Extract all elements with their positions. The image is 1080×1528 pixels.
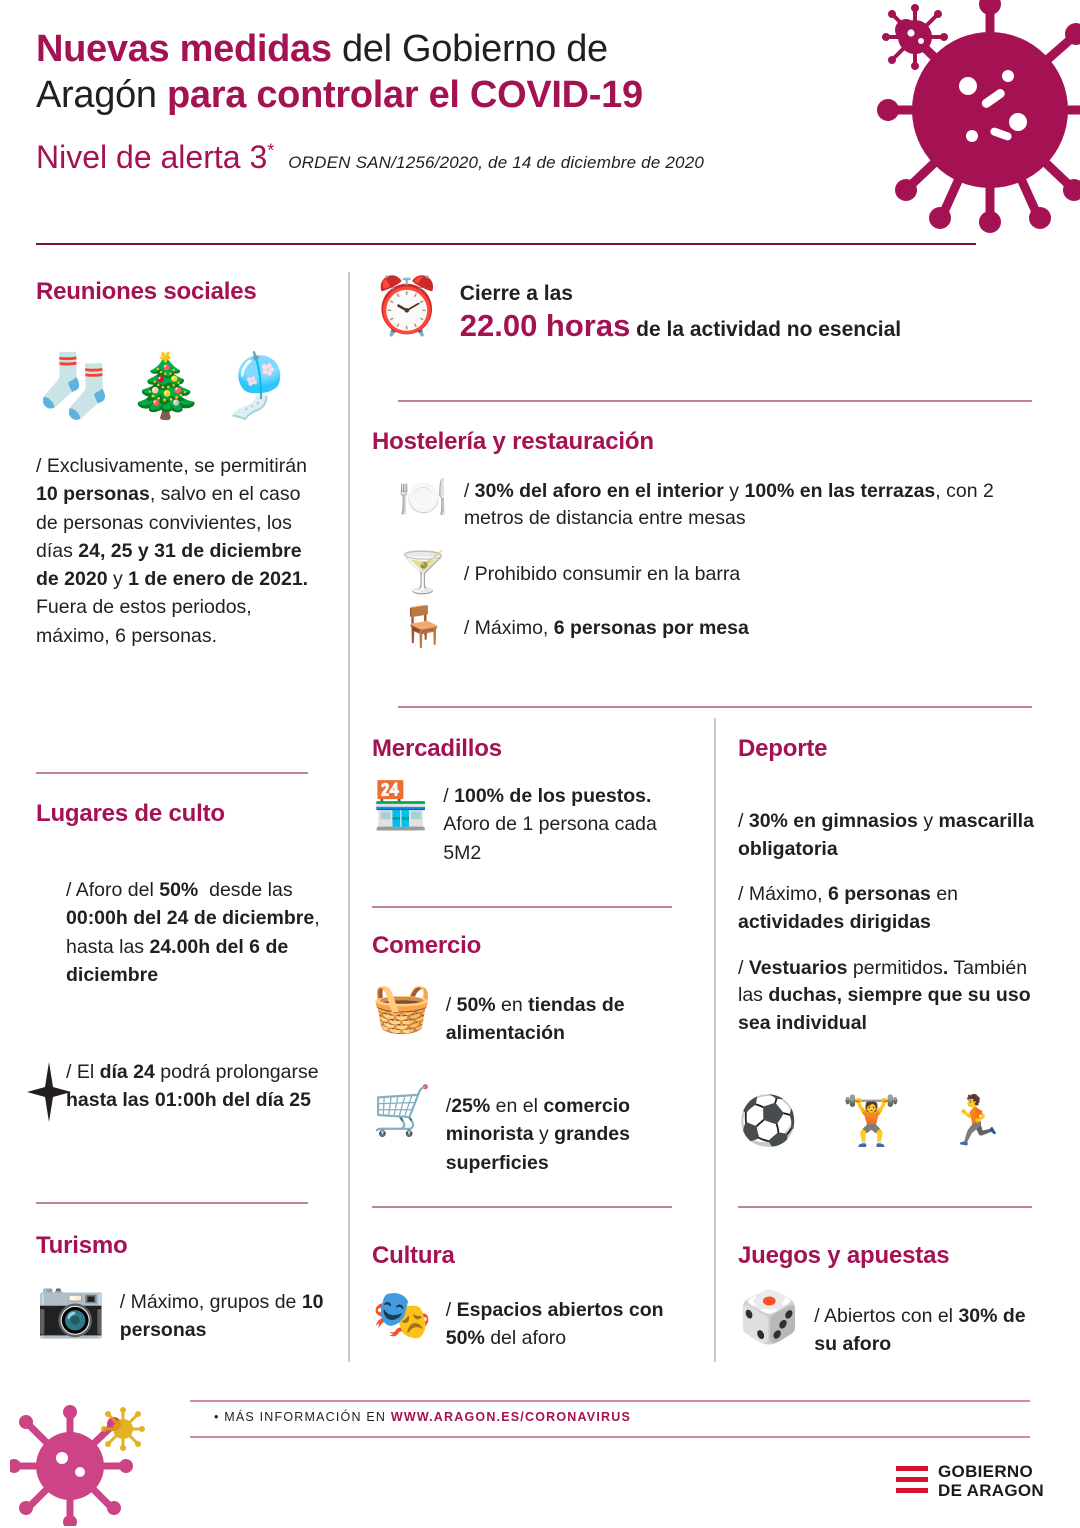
sport-item-1: / 30% en gimnasios y mascarilla obligatoria — [738, 810, 1034, 860]
worship-item-1: / Aforo del 50% desde las 00:00h del 24 de diciembre, hasta las 24.00h del 6 de diciembre — [66, 879, 320, 986]
hospitality-item-2 — [398, 550, 1032, 595]
virus-illustration-large — [840, 0, 1080, 280]
header-divider — [36, 243, 976, 245]
sport-title: Deporte — [738, 735, 828, 762]
social-text: / Exclusivamente, se permitirán 10 personas, salvo en el caso de personas convivientes, los días 24, 25 y 31 de diciembre de 2020 y 1 de enero de 2021. Fuera de estos periodos, máximo, 6 personas. — [36, 455, 309, 647]
gambling-item — [738, 1289, 1046, 1359]
logo-line-2: DE ARAGON — [938, 1481, 1044, 1501]
christmas-tree-icon: 🎄 — [127, 352, 205, 421]
alarm-clock-icon: ⏰ — [372, 274, 442, 337]
social-title: Reuniones sociales — [36, 278, 257, 305]
section-culture — [372, 1242, 694, 1270]
section-gambling — [738, 1242, 1046, 1270]
footer-info-prefix: MÁS INFORMACIÓN EN — [224, 1410, 391, 1424]
section-worship — [36, 800, 326, 828]
market-stall-icon: 🏪 — [372, 779, 430, 831]
title-highlight-2: para controlar el COVID-19 — [167, 74, 643, 117]
title-plain-1: del Gobierno de — [331, 28, 608, 70]
cocktail-icon: 🍸 — [398, 550, 448, 595]
food-cloche-icon: 🍽️ — [398, 476, 448, 520]
commerce-item-2 — [372, 1085, 694, 1177]
hospitality-item-3-text: / Máximo, 6 personas por mesa — [463, 616, 749, 639]
camera-icon: 📷 — [36, 1276, 106, 1339]
virus-illustration-bottom-small — [100, 1406, 146, 1452]
christmas-stocking-icon: 🧦 — [36, 352, 114, 421]
hospitality-title: Hostelería y restauración — [372, 428, 654, 455]
soccer-ball-icon: ⚽ — [738, 1095, 798, 1148]
page-header — [36, 26, 866, 176]
government-logo-text — [938, 1462, 1044, 1500]
culture-title: Cultura — [372, 1242, 455, 1269]
title-plain-2: Aragón — [36, 74, 167, 117]
commerce-item-1-text: / 50% en tiendas de alimentación — [445, 994, 625, 1045]
commerce-title: Comercio — [372, 932, 482, 959]
commerce-item-2-text: /25% en el comercio minorista y grandes superficies — [445, 1095, 631, 1174]
order-reference: ORDEN SAN/1256/2020, de 14 de diciembre de 2020 — [288, 152, 705, 172]
markets-item — [372, 779, 694, 867]
hospitality-item-2-text: / Prohibido consumir en la barra — [463, 562, 741, 585]
aragon-flag-icon — [896, 1464, 928, 1498]
tourism-title: Turismo — [36, 1232, 128, 1259]
markets-item-text: / 100% de los puestos. Aforo de 1 persona cada 5M2 — [443, 785, 657, 864]
markets-title: Mercadillos — [372, 735, 502, 762]
weightlifting-icon: 🏋️ — [841, 1095, 902, 1148]
section-tourism — [36, 1232, 326, 1260]
closing-label: Cierre a las — [459, 282, 573, 305]
title-highlight-1: Nuevas medidas — [36, 28, 332, 70]
footer-bullet: • — [214, 1410, 220, 1424]
closing-time-block — [372, 274, 1032, 344]
footer-info — [214, 1410, 631, 1424]
sport-icons — [738, 1095, 1046, 1148]
shopping-cart-icon: 🛒 — [372, 1085, 432, 1138]
divider-after-markets — [372, 906, 672, 908]
sport-items — [738, 790, 1046, 1038]
hospitality-item-3 — [398, 604, 1032, 649]
footer-divider-top — [190, 1400, 1030, 1402]
virus-illustration-bottom-left — [10, 1396, 140, 1526]
divider-after-commerce — [372, 1206, 672, 1208]
divider-after-hospitality — [398, 706, 1032, 708]
divider-after-closing — [398, 400, 1032, 402]
food-basket-icon: 🧺 — [372, 982, 432, 1035]
column-divider-left — [348, 272, 350, 1362]
closing-hours: 22.00 horas — [459, 308, 631, 343]
christmas-bauble-icon: 🎐 — [218, 352, 296, 421]
sport-item-3: / Vestuarios permitidos. También las duchas, siempre que su uso sea individual — [738, 956, 1031, 1035]
logo-line-1: GOBIERNO — [938, 1462, 1033, 1481]
virus-illustration-small-top — [880, 2, 950, 72]
divider-after-sport — [738, 1206, 1032, 1208]
table-chairs-icon: 🪑 — [398, 604, 448, 649]
footer-divider-bottom — [190, 1436, 1030, 1438]
alert-level-text: Nivel de alerta 3 — [36, 138, 268, 175]
sport-item-2: / Máximo, 6 personas en actividades dirigidas — [738, 883, 959, 934]
social-icons — [36, 322, 326, 421]
alert-level — [36, 139, 274, 176]
alert-level-asterisk: * — [267, 140, 275, 161]
section-commerce — [372, 932, 694, 960]
worship-title: Lugares de culto — [36, 800, 225, 827]
alert-level-row — [36, 139, 866, 176]
running-icon: 🏃 — [945, 1095, 1006, 1148]
page-title — [36, 26, 866, 119]
tourism-item — [36, 1276, 326, 1345]
government-logo — [896, 1462, 1044, 1500]
column-divider-right — [714, 718, 716, 1362]
theatre-masks-icon: 🎭 — [372, 1289, 432, 1342]
worship-item-2: / El día 24 podrá prolongarse hasta las 01:00h del día 25 — [66, 1061, 319, 1112]
dice-icon: 🎲 — [738, 1289, 801, 1345]
culture-item-text: / Espacios abiertos con 50% del aforo — [445, 1299, 664, 1350]
hospitality-item-1-text: / 30% del aforo en el interior y 100% en las terrazas, con 2 metros de distancia entre mesas — [463, 480, 994, 530]
divider-after-social — [36, 772, 308, 774]
gambling-title: Juegos y apuestas — [738, 1242, 950, 1269]
divider-after-worship — [36, 1202, 308, 1204]
culture-item — [372, 1289, 694, 1353]
section-social-gatherings — [36, 278, 326, 421]
gambling-item-text: / Abiertos con el 30% de su aforo — [814, 1305, 1026, 1356]
tourism-item-text: / Máximo, grupos de 10 personas — [119, 1291, 324, 1342]
footer-url[interactable]: WWW.ARAGON.ES/CORONAVIRUS — [390, 1410, 632, 1424]
closing-rest: de la actividad no esencial — [630, 318, 902, 341]
section-markets — [372, 735, 694, 763]
section-hospitality — [372, 428, 1032, 647]
commerce-item-1 — [372, 982, 694, 1048]
section-sport — [738, 735, 1046, 763]
hospitality-item-1 — [398, 478, 1032, 533]
